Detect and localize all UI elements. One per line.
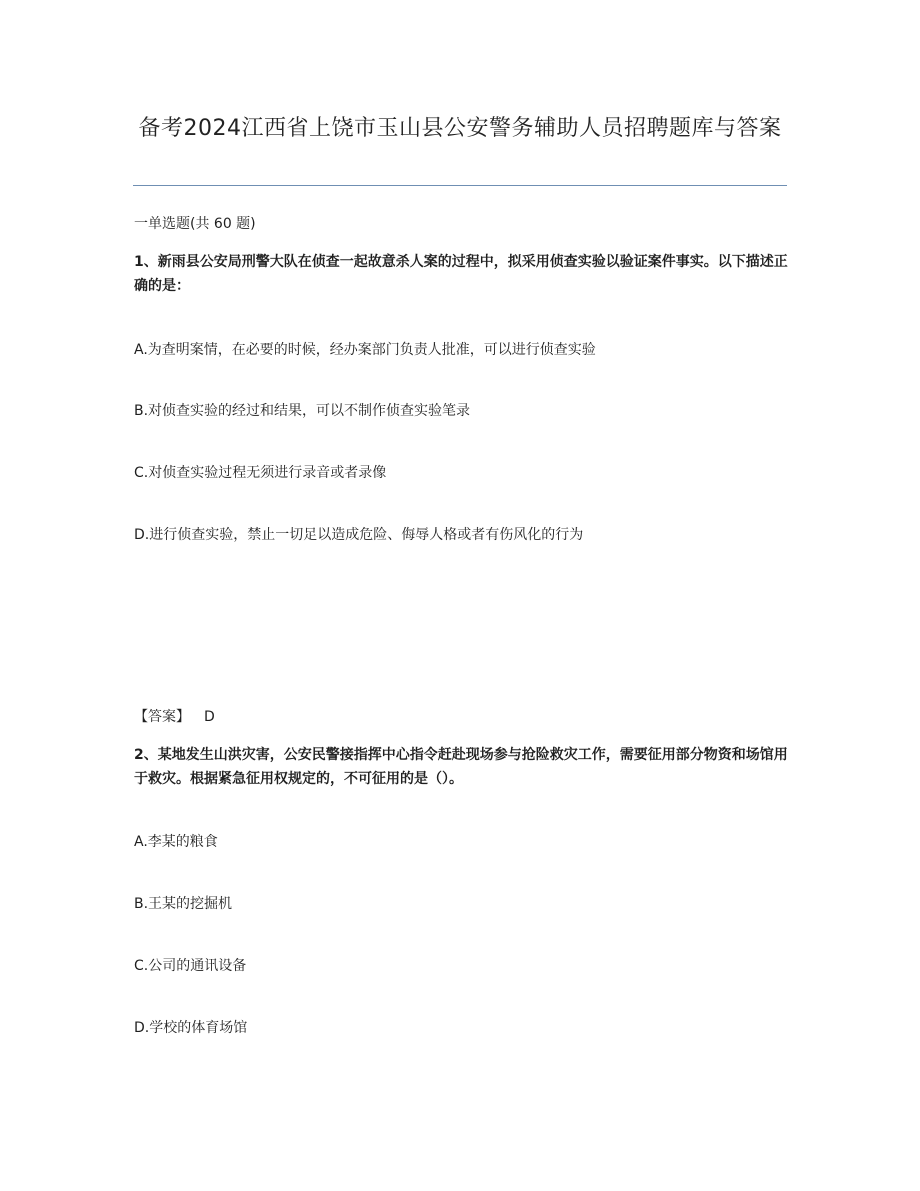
question-2-option-b: B.王某的挖掘机	[134, 896, 233, 912]
question-2-option-a: A.李某的粮食	[134, 834, 218, 850]
question-2-option-c: C.公司的通讯设备	[134, 958, 247, 974]
section-heading: 一单选题(共 60 题)	[134, 216, 256, 232]
question-1-answer	[134, 705, 794, 729]
question-1-option-a: A.为查明案情，在必要的时候，经办案部门负责人批准，可以进行侦查实验	[134, 342, 596, 358]
question-2-option-d: D.学校的体育场馆	[134, 1020, 248, 1036]
answer-value: D	[204, 709, 215, 725]
question-1-option-d: D.进行侦查实验，禁止一切足以造成危险、侮辱人格或者有伤风化的行为	[134, 527, 584, 543]
question-1-option-c: C.对侦查实验过程无须进行录音或者录像	[134, 465, 387, 481]
question-1-stem: 1、新雨县公安局刑警大队在侦查一起故意杀人案的过程中，拟采用侦查实验以验证案件事实。以下描述正确的是：	[134, 254, 788, 294]
document-title: 备考2024江西省上饶市玉山县公安警务辅助人员招聘题库与答案	[138, 116, 782, 141]
question-1-option-b: B.对侦查实验的经过和结果，可以不制作侦查实验笔录	[134, 403, 471, 419]
answer-label: 【答案】	[134, 709, 190, 725]
question-2-stem: 2、某地发生山洪灾害，公安民警接指挥中心指令赶赴现场参与抢险救灾工作，需要征用部分物资和场馆用于救灾。根据紧急征用权规定的，不可征用的是（）。	[134, 747, 788, 787]
title-divider	[133, 185, 787, 186]
